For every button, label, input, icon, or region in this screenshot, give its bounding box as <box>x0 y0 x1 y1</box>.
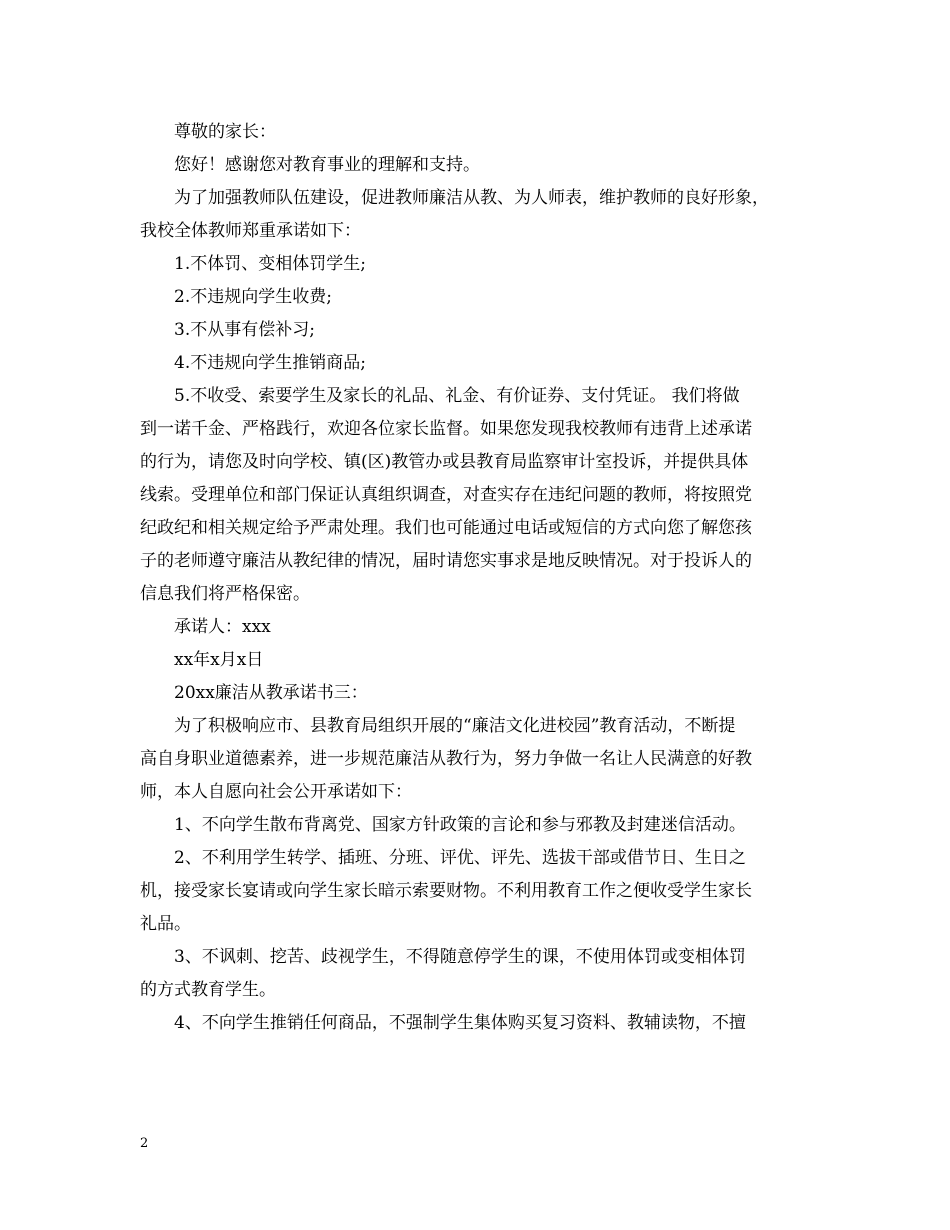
text-line: 2.不违规向学生收费; <box>174 287 332 307</box>
text-line: 高自身职业道德素养，进一步规范廉洁从教行为，努力争做一名让人民满意的好教 <box>140 749 752 769</box>
text-line: 线索。受理单位和部门保证认真组织调查，对查实存在违纪问题的教师，将按照党 <box>140 485 752 505</box>
text-line: 纪政纪和相关规定给予严肃处理。我们也可能通过电话或短信的方式向您了解您孩 <box>140 518 752 538</box>
text-line: 为了积极响应市、县教育局组织开展的“廉洁文化进校园”教育活动，不断提 <box>174 716 736 736</box>
text-line: 4.不违规向学生推销商品; <box>174 353 366 373</box>
text-line: 的行为，请您及时向学校、镇(区)教管办或县教育局监察审计室投诉，并提供具体 <box>140 452 749 472</box>
text-line: 2、不利用学生转学、插班、分班、评优、评先、选拔干部或借节日、生日之 <box>174 848 746 868</box>
text-line: 1、不向学生散布背离党、国家方针政策的言论和参与邪教及封建迷信活动。 <box>174 815 746 835</box>
text-line: 师，本人自愿向社会公开承诺如下： <box>140 782 412 802</box>
document-body <box>140 116 805 1040</box>
text-line: 子的老师遵守廉洁从教纪律的情况，届时请您实事求是地反映情况。对于投诉人的 <box>140 551 752 571</box>
text-line: 3、不讽刺、挖苦、歧视学生，不得随意停学生的课，不使用体罚或变相体罚 <box>174 947 746 967</box>
text-line: 信息我们将严格保密。 <box>140 584 310 604</box>
text-line: 我校全体教师郑重承诺如下： <box>140 221 361 241</box>
page-number: 2 <box>140 1136 149 1151</box>
text-line: xx年x月x日 <box>174 650 264 670</box>
text-line: 5.不收受、索要学生及家长的礼品、礼金、有价证券、支付凭证。 我们将做 <box>174 386 740 406</box>
text-line: 为了加强教师队伍建设，促进教师廉洁从教、为人师表，维护教师的良好形象， <box>174 188 769 208</box>
text-line: 机，接受家长宴请或向学生家长暗示索要财物。不利用教育工作之便收受学生家长 <box>140 881 752 901</box>
text-line: 您好！感谢您对教育事业的理解和支持。 <box>174 155 480 175</box>
text-line: 4、不向学生推销任何商品，不强制学生集体购买复习资料、教辅读物，不擅 <box>174 1013 746 1033</box>
text-line: 承诺人：xxx <box>174 617 271 637</box>
text-line: 的方式教育学生。 <box>140 980 276 1000</box>
text-line: 到一诺千金、严格践行，欢迎各位家长监督。如果您发现我校教师有违背上述承诺 <box>140 419 752 439</box>
text-line: 礼品。 <box>140 914 191 934</box>
text-line: 尊敬的家长： <box>174 122 276 142</box>
text-line: 3.不从事有偿补习; <box>174 320 315 340</box>
text-line: 20xx廉洁从教承诺书三： <box>174 683 368 703</box>
text-line: 1.不体罚、变相体罚学生; <box>174 254 366 274</box>
